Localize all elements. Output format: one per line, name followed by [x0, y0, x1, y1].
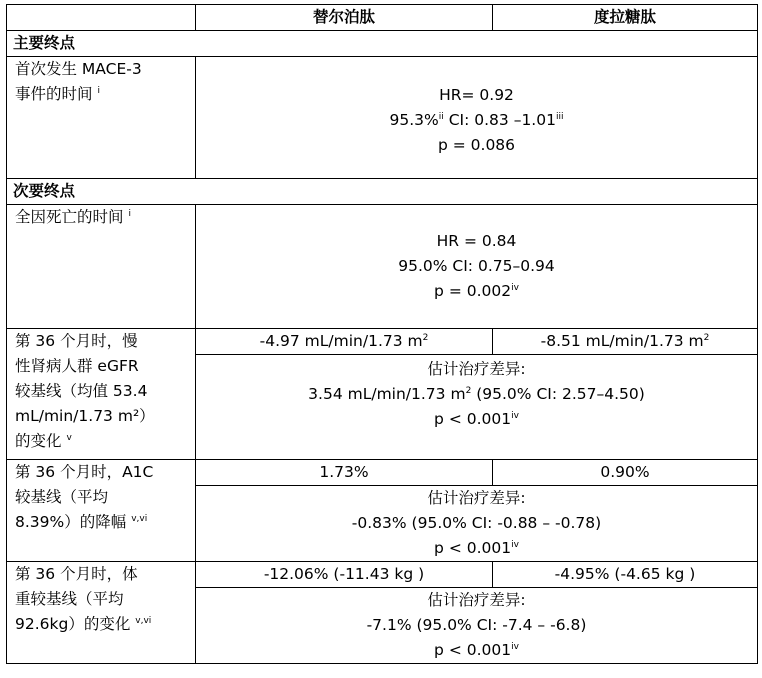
death-ci: 95.0% CI: 0.75–0.94 — [398, 257, 555, 275]
mace3-label-footnote: i — [97, 85, 100, 96]
weight-label-footnote: v,vi — [135, 615, 152, 626]
weight-dulaglutide: -4.95% (-4.65 kg ) — [493, 562, 758, 588]
weight-diff-value: -7.1% (95.0% CI: -7.4 – -6.8) — [366, 616, 587, 634]
death-label-footnote: i — [128, 208, 131, 219]
a1c-label: 第 36 个月时，A1C 较基线（平均 8.39%）的降幅 $^{v,vi}$ — [7, 460, 196, 562]
mace3-p-value: p = 0.086 — [437, 136, 516, 154]
egfr-difference — [196, 355, 758, 460]
death-p-value: $p = 0.002^{iv}$ — [434, 282, 519, 300]
weight-label: 第 36 个月时，体 重较基线（平均 92.6kg）的变化 $^{v,vi}$ — [7, 562, 196, 664]
secondary-endpoint-heading: 次要终点 — [7, 179, 758, 205]
death-label: 全因死亡的时间 $^i$ — [7, 205, 196, 329]
weight-tirzepatide: -12.06% (-11.43 kg ) — [196, 562, 493, 588]
a1c-diff-value: -0.83% (95.0% CI: -0.88 – -0.78) — [351, 514, 602, 532]
egfr-diff-label: 估计治疗差异: — [427, 360, 526, 378]
a1c-difference — [196, 486, 758, 562]
a1c-dulaglutide: 0.90% — [493, 460, 758, 486]
header-empty-cell — [7, 5, 196, 31]
header-dulaglutide: 度拉糖肽 — [493, 5, 758, 31]
mace3-label-line2: 事件的时间 — [15, 85, 93, 103]
egfr-diff-value: 3.54 mL/min/1.73 $m^2$ (95.0% CI: 2.57–4.50) — [308, 385, 645, 403]
a1c-diff-label: 估计治疗差异: — [427, 489, 526, 507]
egfr-label-footnote: v — [66, 432, 72, 443]
primary-endpoint-heading: 主要终点 — [7, 31, 758, 57]
egfr-label: 第 36 个月时，慢 性肾病人群 eGFR 较基线（均值 53.4 mL/min/1.73 m²） 的变化 $^v$ — [7, 329, 196, 460]
weight-diff-label: 估计治疗差异: — [427, 591, 526, 609]
death-result — [196, 205, 758, 329]
mace3-label — [7, 57, 196, 179]
egfr-dulaglutide: -8.51 mL/min/1.73 $m^2$ — [493, 329, 758, 355]
endpoint-table — [6, 4, 758, 664]
weight-difference — [196, 588, 758, 664]
death-hr: HR = 0.84 — [436, 232, 517, 250]
mace3-result — [196, 57, 758, 179]
mace3-label-line1: 首次发生 MACE-3 — [15, 60, 142, 78]
a1c-tirzepatide: 1.73% — [196, 460, 493, 486]
mace3-ci: 95.3%$^{ii}$ CI: 0.83 –1.01$^{iii}$ — [389, 111, 564, 129]
egfr-p-value: $p < 0.001^{iv}$ — [434, 410, 519, 428]
header-tirzepatide: 替尔泊肽 — [196, 5, 493, 31]
egfr-tirzepatide: -4.97 mL/min/1.73 $m^2$ — [196, 329, 493, 355]
a1c-p-value: $p < 0.001^{iv}$ — [434, 539, 519, 557]
weight-p-value: $p < 0.001^{iv}$ — [434, 641, 519, 659]
a1c-label-footnote: v,vi — [131, 513, 148, 524]
mace3-hr: HR= 0.92 — [439, 86, 514, 104]
